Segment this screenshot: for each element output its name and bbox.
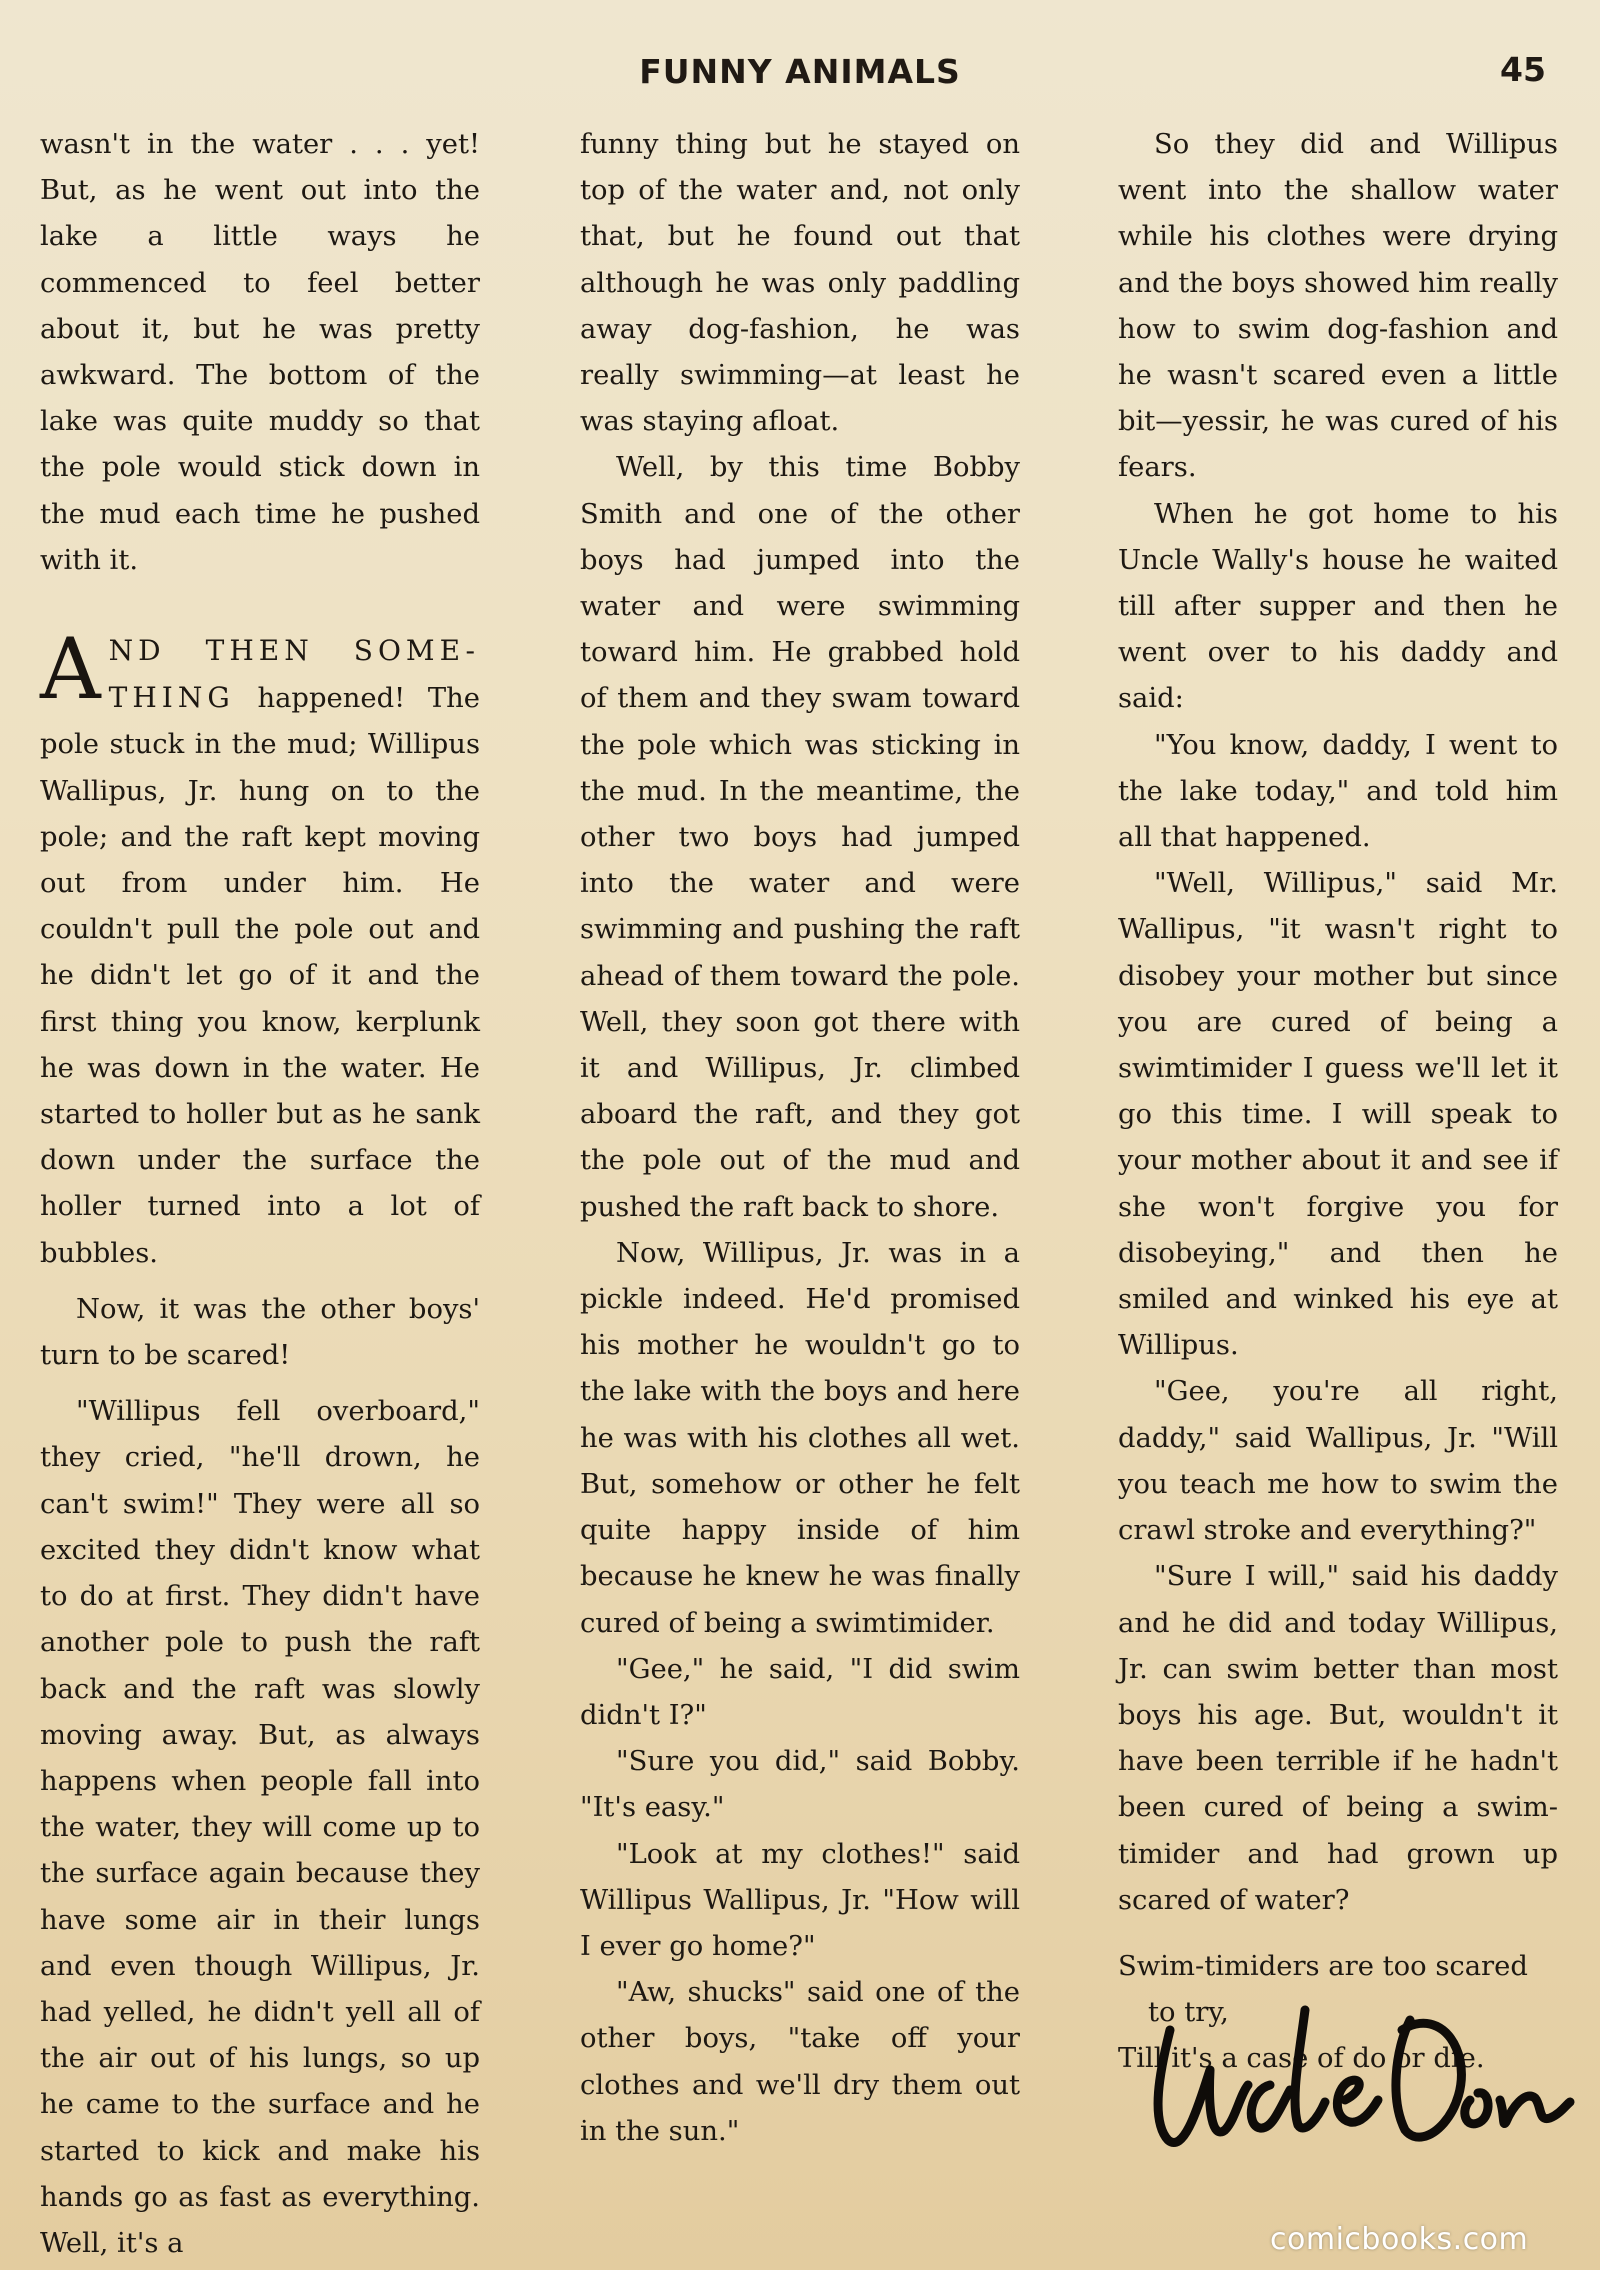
dropcap-paragraph-text: happened! The pole stuck in the mud; Willipus Wallipus, Jr. hung on to the pole; and the raft kept moving out from under him. He couldn't pull the pole out and he didn't let go of it and the first thing you know, kerplunk he was down in the water. He started to holler but as he sank down under the surface the holler turned into a lot of bubbles. — [40, 683, 480, 1269]
paragraph: When he got home to his Uncle Wally's house he waited till after supper and then he went over to his daddy and said: — [1118, 498, 1558, 715]
paragraph: Now, Willipus, Jr. was in a pickle indeed. He'd promised his mother he wouldn't go to the lake with the boys and here he was with his clothes all wet. But, somehow or other he felt quite happy inside of him because he knew he was finally cured of being a swimtimider. — [580, 1237, 1020, 1639]
verse-line: Swim-timiders are too scared — [1118, 1950, 1528, 1982]
watermark: comicbooks.com — [1270, 2222, 1529, 2257]
paragraph: "Sure I will," said his daddy and he did and today Willipus, Jr. can swim better than most boys his age. But, wouldn't it have been terrible if he hadn't been cured of being a swim-timider and had grown up scared of water? — [1118, 1561, 1558, 1916]
paragraph: "Gee," he said, "I did swim didn't I?" — [580, 1653, 1020, 1731]
dropcap-smallcaps: ND THEN SOME-THING — [108, 634, 480, 715]
uncle-don-signature — [1140, 1990, 1580, 2160]
dropcap-paragraph — [40, 620, 480, 1277]
paragraph: "Gee, you're all right, daddy," said Wallipus, Jr. "Will you teach me how to swim the crawl stroke and everything?" — [1118, 1376, 1558, 1547]
paragraph: "Aw, shucks" said one of the other boys, "take off your clothes and we'll dry them out in the sun." — [580, 1977, 1020, 2147]
text-column-3 — [1118, 122, 1558, 2082]
page-header-title: FUNNY ANIMALS — [639, 52, 961, 91]
page-number: 45 — [1500, 50, 1546, 89]
text-column-1 — [40, 122, 480, 2267]
paragraph: Well, by this time Bobby Smith and one of the other boys had jumped into the water and were swimming toward him. He grabbed hold of them and they swam toward the pole which was sticking in the mud. In the meantime, the other two boys had jumped into the water and were swimming and pushing the raft ahead of them toward the pole. Well, they soon got there with it and Willipus, Jr. climbed aboard the raft, and they got the pole out of the mud and pushed the raft back to shore. — [580, 452, 1020, 1223]
paragraph: wasn't in the water . . . yet! But, as he went out into the lake a little ways he commenced to feel better about it, but he was pretty awkward. The bottom of the lake was quite muddy so that the pole would stick down in the mud each time he pushed with it. — [40, 129, 480, 576]
paragraph: "Sure you did," said Bobby. "It's easy." — [580, 1746, 1020, 1824]
paragraph: "Look at my clothes!" said Willipus Wallipus, Jr. "How will I ever go home?" — [580, 1838, 1020, 1962]
paragraph: "You know, daddy, I went to the lake today," and told him all that happened. — [1118, 729, 1558, 854]
paragraph: funny thing but he stayed on top of the water and, not only that, but he found out that although he was only paddling away dog-fashion, he was really swimming—at least he was staying afloat. — [580, 129, 1020, 438]
dropcap-letter: A — [40, 620, 101, 719]
paragraph: "Willipus fell overboard," they cried, "he'll drown, he can't swim!" They were all so excited they didn't know what to do at first. They didn't have another pole to push the raft back and the raft was slowly moving away. But, as always happens when people fall into the water, they will come up to the surface again because they have some air in their lungs and even though Willipus, Jr. had yelled, he didn't yell all of the air out of his lungs, so up he came to the surface and he started to kick and make his hands go as fast as everything. Well, it's a — [40, 1396, 480, 2259]
paragraph: So they did and Willipus went into the shallow water while his clothes were drying and the boys showed him really how to swim dog-fashion and he wasn't scared even a little bit—yessir, he was cured of his fears. — [1118, 129, 1558, 484]
text-column-2 — [580, 122, 1020, 2155]
paragraph: "Well, Willipus," said Mr. Wallipus, "it wasn't right to disobey your mother but since you are cured of being a swimtimider I guess we'll let it go this time. I will speak to your mother about it and see if she won't forgive you for disobeying," and then he smiled and winked his eye at Willipus. — [1118, 868, 1558, 1362]
verse-line: Till it's a case of do or die. — [1118, 2042, 1485, 2074]
verse-line: to try, — [1148, 1996, 1229, 2028]
paragraph: Now, it was the other boys' turn to be scared! — [40, 1293, 480, 1372]
